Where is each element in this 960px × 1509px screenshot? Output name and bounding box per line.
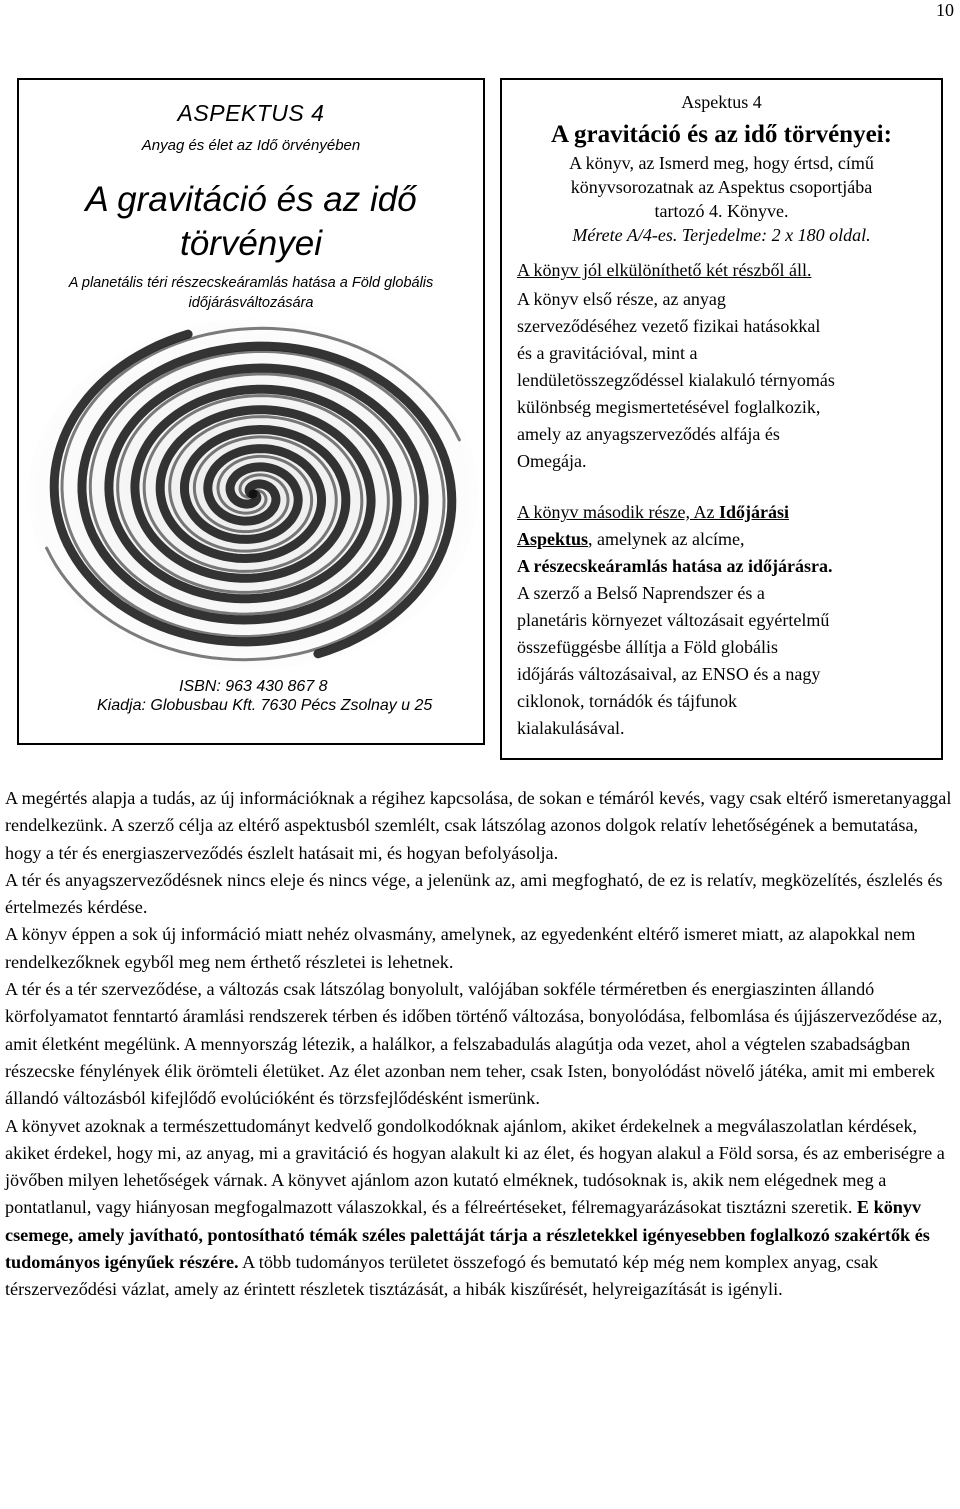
info-part1-line: Omegája. <box>517 451 587 471</box>
body-paragraph: A tér és a tér szerveződése, a változás csak látszólag bonyolult, valójában sokféle térméretben és energiaszinten állandó körfolyamatot fenntartó áramlási rendszerek térben és időben történő változása, bonyolódása, felbomlása és újjászerveződése az, amit életként megélünk. A mennyország létezik, a halálkor, a felszabadulás alagútja oda vezet, ahol a végtelen szabadságban részecske fénylények élik örömteli életüket. Az élet azonban nem teher, csak Isten, bonyolódást növelő játéka, amit mi emberek állandó változásból kifejlődő evolúcióként és törzsfejlődésként ismerünk. <box>5 979 943 1109</box>
body-text <box>5 785 957 1304</box>
info-intro-2: könyvsorozatnak az Aspektus csoportjába <box>570 177 873 197</box>
info-part1-line: szerveződéséhez vezető fizikai hatásokkal <box>517 316 821 336</box>
info-part2-desc-line: időjárás változásaival, az ENSO és a nagy <box>517 664 821 684</box>
info-part1-line: különbség megismertetésével foglalkozik, <box>517 397 821 417</box>
body-text-run: A több tudományos területet összefogó és bemutató kép még nem komplex anyag, csak térszerveződési vázlat, amely az érintett részletek tisztázását, a hibák kiszűrését, helyreigazítását is igényli. <box>5 1252 879 1300</box>
info-part2-desc-line: ciklonok, tornádók és tájfunok <box>517 691 737 711</box>
book-cover <box>17 78 485 745</box>
book-info-box <box>500 78 943 760</box>
cover-series: ASPEKTUS 4 <box>177 100 325 126</box>
body-paragraph: A megértés alapja a tudás, az új információknak a régihez kapcsolása, de sokan e témáról kevés, vagy csak eltérő ismeretanyaggal rendelkezünk. A szerző célja az eltérő aspektusból szemlélt, csak látszólag azonos dolgok relatív lehetőségének a bemutatása, hogy a tér és energiaszerveződés észlelt hatásait mi, és hogyan befolyásolja. <box>5 788 952 863</box>
body-paragraph <box>5 1113 957 1304</box>
cover-title <box>19 178 483 266</box>
info-part2-title-b: Aspektus <box>517 529 589 549</box>
page-number: 10 <box>936 0 954 20</box>
info-part2-line-1 <box>517 501 789 523</box>
info-part1-line: és a gravitációval, mint a <box>517 343 698 363</box>
info-part2-title-a: Időjárási <box>718 502 789 522</box>
body-paragraph: A tér és anyagszerveződésnek nincs eleje és nincs vége, a jelenünk az, ami megfogható, de ez is relatív, megközelítés, észlelés és értelmezés kérdése. <box>5 869 943 918</box>
spiral-vortex-image <box>23 314 483 674</box>
info-parts: A könyv jól elkülöníthető két részből áll. <box>517 260 812 280</box>
info-part2-desc-line: kialakulásával. <box>517 718 625 738</box>
info-part1-line: lendületösszegződéssel kialakuló térnyomás <box>517 370 835 390</box>
body-paragraph: A könyv éppen a sok új információ miatt nehéz olvasmány, amelynek, az egyedenként eltérő ismeret miatt, az alapokkal nem rendelkezőknek egyből meg nem érthető részletei is lehetnek. <box>5 924 916 972</box>
info-series: Aspektus 4 <box>681 92 762 112</box>
cover-subtitle: Anyag és élet az Idő örvényében <box>141 137 361 154</box>
cover-isbn: ISBN: 963 430 867 8 <box>179 678 328 695</box>
info-part2-comma: , <box>588 529 593 549</box>
info-part2-line-2 <box>517 528 744 550</box>
info-part2-desc-line: összefüggésbe állítja a Föld globális <box>517 637 778 657</box>
info-intro-1: A könyv, az Ismerd meg, hogy értsd, című <box>569 153 874 173</box>
cover-description <box>19 273 483 313</box>
info-part2-desc-line: planetáris környezet változásait egyértelmű <box>517 610 830 630</box>
info-part1-line: A könyv első része, az anyag <box>517 289 726 309</box>
cover-title-line-1: A gravitáció és az idő <box>85 180 417 219</box>
info-part1-line: amely az anyagszerveződés alfája és <box>517 424 780 444</box>
info-title: A gravitáció és az idő törvényei: <box>551 121 892 148</box>
body-text-bold: E könyv csemege, amely javítható, pontosítható témák széles palettáját tárja a részletekkel igényesebben foglalkozó szakértők és tudományos igényűek részére. <box>5 1197 930 1273</box>
info-part2-text: A könyv második része, Az <box>517 502 719 522</box>
info-intro-3: tartozó 4. Könyve. <box>654 201 789 221</box>
cover-desc-line-1: A planetális téri részecskeáramlás hatása a Föld globális <box>68 275 434 291</box>
cover-publisher: Kiadja: Globusbau Kft. 7630 Pécs Zsolnay u 25 <box>97 697 433 714</box>
info-size: Mérete A/4-es. Terjedelme: 2 x 180 oldal. <box>572 225 871 245</box>
info-part2-subtitle-intro: amelynek az alcíme, <box>592 529 745 549</box>
cover-title-line-2: törvényei <box>179 224 323 263</box>
info-part2-subtitle: A részecskeáramlás hatása az időjárásra. <box>517 556 833 576</box>
info-part2-desc-line: A szerző a Belső Naprendszer és a <box>517 583 765 603</box>
cover-desc-line-2: időjárásváltozására <box>188 295 314 311</box>
body-text-run: A könyvet azoknak a természettudományt kedvelő gondolkodóknak ajánlom, akiket érdekelnek a megválaszolatlan kérdések, akiket érdekel, hogy mi, az anyag, mi a gravitáció és hogyan alakult ki az élet, és hogyan alakul a Föld sorsa, és az emberiségre a jövőben milyen lehetőségek várnak. A könyvet ajánlom azon kutató elméknek, tudósoknak is, akik nem elégednek meg a pontatlanul, vagy hiányosan megfogalmazott válaszokkal, és a félreértéseket, félremagyarázásokat tisztázni szeretik. <box>5 1115 945 1218</box>
